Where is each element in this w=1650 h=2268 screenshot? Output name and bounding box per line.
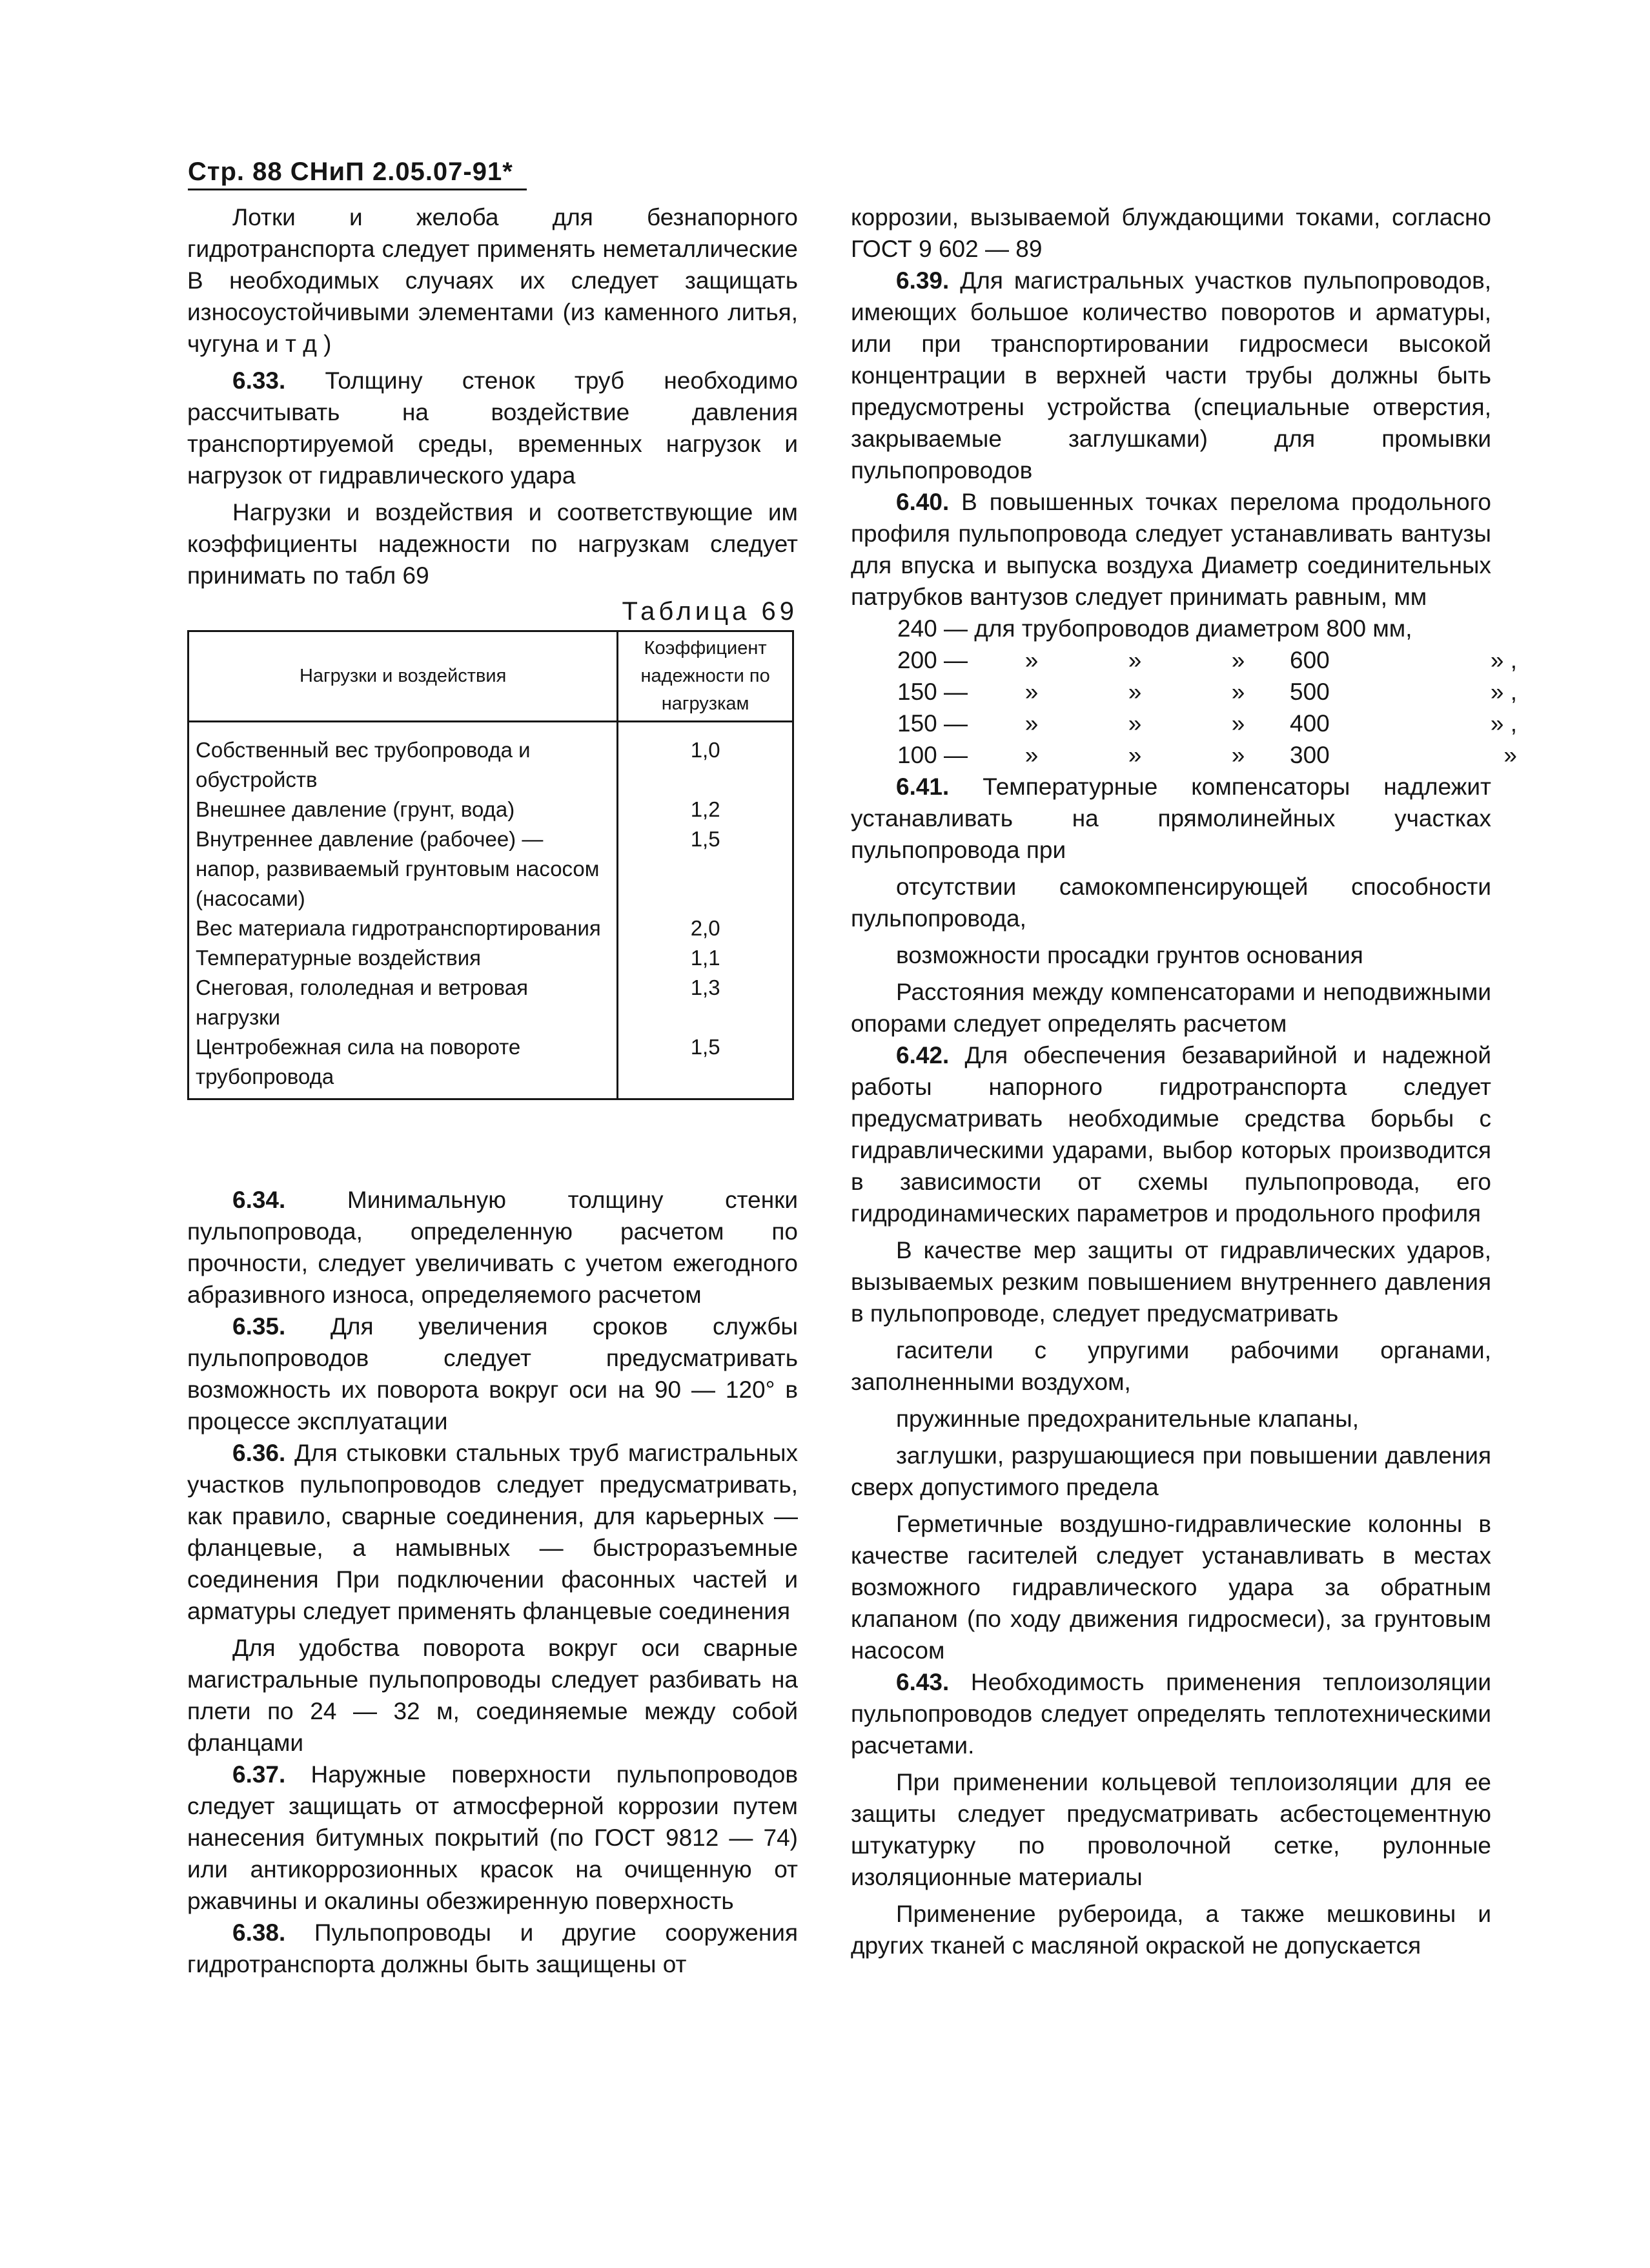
list-value: 150 —: [897, 679, 968, 705]
paragraph-text: Минимальную толщину стенки пульпопровода, определенную расчетом по прочности, следует увеличивать с учетом ежегодного абразивного износа, определяемого расчетом: [187, 1187, 798, 1308]
row-label: Собственный вес трубопровода и обустройств: [188, 722, 618, 795]
ditto-mark: » ,: [1490, 679, 1517, 705]
paragraph-text: Наружные поверхности пульпопроводов следует защищать от атмосферной коррозии путем нанесения битумных покрытий (по ГОСТ 9812 — 74) или антикоррозионных красок на очищенную от ржавчины и окалины обезжиренную поверхность: [187, 1761, 799, 1914]
page-title: Стр. 88 СНиП 2.05.07-91*: [188, 158, 513, 186]
ditto-mark: »: [1503, 742, 1517, 768]
list-item: [897, 708, 1517, 739]
paragraph: пружинные предохранительные клапаны,: [896, 1405, 1360, 1432]
paragraph-6-37: [187, 1759, 798, 1917]
section-number: 6.39.: [896, 267, 950, 294]
table-row: [188, 722, 793, 795]
list-value: 300: [1290, 742, 1330, 768]
list-item: [897, 644, 1517, 676]
row-label: Температурные воздействия: [188, 943, 618, 973]
paragraph: Лотки и желоба для безнапорного гидротранспорта следует применять неметаллические В необходимых случаях их следует защищать износоустойчивыми элементами (из каменного литья, чугуна и т д ): [187, 204, 798, 357]
paragraph-6-42: [851, 1039, 1491, 1229]
ditto-mark: »: [1024, 710, 1039, 737]
paragraph-6-43: [851, 1666, 1491, 1761]
section-number: 6.33.: [232, 367, 286, 394]
ditto-mark: »: [1128, 647, 1142, 673]
ditto-mark: »: [1024, 679, 1039, 705]
list-item: [897, 739, 1517, 771]
table-row: [188, 824, 793, 914]
left-column: [187, 201, 798, 1980]
paragraph: Для удобства поворота вокруг оси сварные магистральные пульпопроводы следует разбивать на плети по 24 — 32 м, соединяемые между собой фланцами: [187, 1635, 798, 1756]
section-number: 6.34.: [232, 1187, 286, 1213]
paragraph-text: Температурные компенсаторы надлежит устанавливать на прямолинейных участках пульпопровода при: [851, 773, 1492, 863]
paragraph: Герметичные воздушно-гидравлические колонны в качестве гасителей следует устанавливать в местах возможного гидравлического удара за обратным клапаном (по ходу движения гидросмеси), за грунтовым насосом: [851, 1511, 1491, 1664]
row-label: Внутреннее давление (рабочее) — напор, развиваемый грунтовым насосом (насосами): [188, 824, 618, 914]
list-value: 100 —: [897, 742, 968, 768]
ditto-mark: »: [1128, 742, 1142, 768]
paragraph: В качестве мер защиты от гидравлических ударов, вызываемых резким повышением внутреннего давления в пульпопроводе, следует предусматривать: [851, 1237, 1491, 1327]
right-column: [851, 201, 1517, 1961]
loads-table: [187, 630, 794, 1100]
row-value: 1,2: [618, 795, 793, 824]
section-number: 6.42.: [896, 1042, 950, 1068]
paragraph: Расстояния между компенсаторами и неподвижными опорами следует определять расчетом: [851, 979, 1491, 1037]
paragraph-text: Пульпопроводы и другие сооружения гидротранспорта должны быть защищены от: [187, 1919, 798, 1977]
row-label: Внешнее давление (грунт, вода): [188, 795, 618, 824]
ditto-mark: »: [1024, 647, 1039, 673]
table-row: [188, 914, 793, 943]
paragraph-text: Для увеличения сроков службы пульпопроводов следует предусматривать возможность их поворота вокруг оси на 90 — 120° в процессе эксплуатации: [187, 1313, 799, 1435]
paragraph: Нагрузки и воздействия и соответствующие им коэффициенты надежности по нагрузкам следует принимать по табл 69: [187, 499, 798, 589]
list-value: 400: [1290, 710, 1330, 737]
ditto-mark: »: [1231, 742, 1245, 768]
paragraph: коррозии, вызываемой блуждающими токами, согласно ГОСТ 9 602 — 89: [851, 204, 1491, 262]
list-value: 600: [1290, 647, 1330, 673]
ditto-mark: »: [1024, 742, 1039, 768]
table-row: [188, 1032, 793, 1099]
paragraph-text: Толщину стенок труб необходимо рассчитывать на воздействие давления транспортируемой среды, временных нагрузок и нагрузок от гидравлического удара: [187, 367, 798, 489]
row-label: Центробежная сила на повороте трубопровода: [188, 1032, 618, 1099]
ditto-mark: »: [1128, 710, 1142, 737]
ditto-mark: »: [1231, 647, 1245, 673]
ditto-mark: »: [1231, 679, 1245, 705]
paragraph-text: Для магистральных участков пульпопроводов, имеющих большое количество поворотов и арматуры, или при транспортировании гидросмеси высокой концентрации в верхней части трубы должны быть предусмотрены устройства (специальные отверстия, закрываемые заглушками) для промывки пульпопроводов: [851, 267, 1492, 484]
section-number: 6.35.: [232, 1313, 286, 1340]
ditto-mark: » ,: [1490, 710, 1517, 737]
paragraph-text: В повышенных точках перелома продольного профиля пульпопровода следует устанавливать вантузы для впуска и выпуска воздуха Диаметр соединительных патрубков вантузов следует принимать равным, мм: [851, 489, 1491, 610]
diameter-list: [897, 644, 1517, 771]
paragraph-6-33: [187, 365, 798, 491]
row-value: 1,3: [618, 973, 793, 1032]
paragraph: Применение рубероида, а также мешковины и других тканей с масляной окраской не допускается: [851, 1901, 1491, 1959]
row-label: Вес материала гидротранспортирования: [188, 914, 618, 943]
header-rule: [188, 189, 527, 190]
row-label: Снеговая, гололедная и ветровая нагрузки: [188, 973, 618, 1032]
paragraph: возможности просадки грунтов основания: [896, 942, 1363, 968]
table-row: [188, 795, 793, 824]
paragraph: При применении кольцевой теплоизоляции для ее защиты следует предусматривать асбестоцементную штукатурку по проволочной сетке, рулонные изоляционные материалы: [851, 1769, 1491, 1890]
section-number: 6.38.: [232, 1919, 286, 1946]
paragraph-6-40: [851, 486, 1491, 613]
paragraph-6-35: [187, 1311, 798, 1437]
section-number: 6.43.: [896, 1669, 950, 1695]
row-value: 1,5: [618, 1032, 793, 1099]
row-value: 1,1: [618, 943, 793, 973]
section-number: 6.41.: [896, 773, 950, 800]
row-value: 1,0: [618, 722, 793, 795]
paragraph: заглушки, разрушающиеся при повышении давления сверх допустимого предела: [851, 1442, 1491, 1500]
list-value: 150 —: [897, 710, 968, 737]
table-row: [188, 973, 793, 1032]
ditto-mark: » ,: [1490, 647, 1517, 673]
list-value: 200 —: [897, 647, 968, 673]
ditto-mark: »: [1231, 710, 1245, 737]
row-value: 2,0: [618, 914, 793, 943]
column-header-coefficient: Коэффициент надежности по нагрузкам: [618, 631, 793, 722]
section-number: 6.36.: [232, 1440, 286, 1466]
paragraph-6-39: [851, 265, 1491, 486]
paragraph-text: Необходимость применения теплоизоляции пульпопроводов следует определять теплотехническими расчетами.: [851, 1669, 1491, 1759]
section-number: 6.37.: [232, 1761, 286, 1788]
paragraph-6-38: [187, 1917, 798, 1980]
ditto-mark: »: [1128, 679, 1142, 705]
section-number: 6.40.: [896, 489, 950, 515]
row-value: 1,5: [618, 824, 793, 914]
paragraph: гасители с упругими рабочими органами, заполненными воздухом,: [851, 1337, 1491, 1395]
list-item: [897, 676, 1517, 708]
list-value: 500: [1290, 679, 1330, 705]
paragraph-text: Для обеспечения безаварийной и надежной работы напорного гидротранспорта следует предусматривать необходимые средства борьбы с гидравлическими ударами, выбор которых производится в зависимости от схемы пульпопровода, его гидродинамических параметров и продольного профиля: [851, 1042, 1491, 1227]
table-row: [188, 943, 793, 973]
diameter-list-first: 240 — для трубопроводов диаметром 800 мм,: [897, 615, 1412, 642]
paragraph-6-34: [187, 1184, 798, 1311]
table-caption: Таблица 69: [622, 597, 798, 626]
paragraph-6-36: [187, 1437, 798, 1627]
paragraph: отсутствии самокомпенсирующей способности пульпопровода,: [851, 873, 1491, 932]
paragraph-6-41: [851, 771, 1491, 866]
paragraph-text: Для стыковки стальных труб магистральных участков пульпопроводов следует предусматривать, как правило, сварные соединения, для карьерных — фланцевые, а намывных — быстроразъемные соединения При подключении фасонных частей и арматуры следует применять фланцевые соединения: [187, 1440, 798, 1624]
column-header-loads: Нагрузки и воздействия: [188, 631, 618, 722]
